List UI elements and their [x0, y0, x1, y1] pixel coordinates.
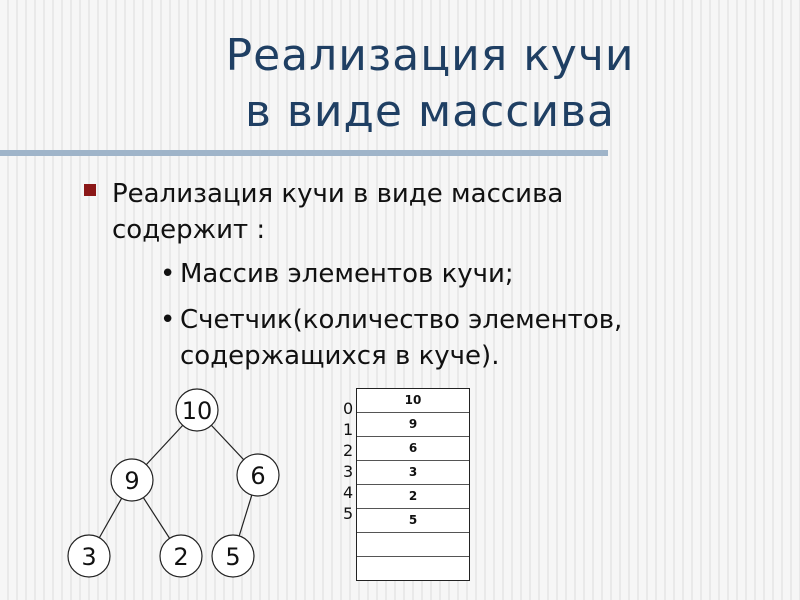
square-bullet-icon	[84, 184, 96, 196]
array-index: 1	[343, 420, 354, 439]
heap-array-table	[356, 388, 470, 581]
array-cell: 5	[357, 509, 469, 533]
tree-node-label: 2	[173, 543, 189, 571]
sub-bullet-1	[160, 256, 720, 292]
array-cell: 2	[357, 485, 469, 509]
array-index: 4	[343, 483, 354, 502]
array-cell: 10	[357, 389, 469, 413]
array-cell: 3	[357, 461, 469, 485]
array-index: 0	[343, 399, 354, 418]
title-divider	[0, 150, 608, 156]
sub-bullet-2	[160, 302, 720, 374]
slide-title	[150, 28, 710, 140]
tree-node-label: 9	[124, 467, 140, 495]
heap-tree-diagram	[0, 380, 330, 600]
array-cell: 9	[357, 413, 469, 437]
title-line-2: в виде массива	[245, 86, 615, 137]
tree-node-label: 5	[225, 543, 241, 571]
sub-bullet-1-text: Массив элементов кучи;	[180, 259, 514, 289]
main-bullet	[84, 176, 684, 248]
array-cell	[357, 533, 469, 557]
tree-node-label: 6	[250, 462, 266, 490]
main-bullet-text: Реализация кучи в виде массива содержит :	[112, 179, 564, 245]
dot-bullet-icon: •	[160, 259, 176, 289]
array-cell: 6	[357, 437, 469, 461]
array-index: 5	[343, 504, 354, 523]
array-index: 2	[343, 441, 354, 460]
tree-node-label: 10	[181, 397, 213, 425]
sub-bullet-2-text: Счетчик(количество элементов, содержащихся в куче).	[180, 305, 623, 371]
array-index: 3	[343, 462, 354, 481]
dot-bullet-icon: •	[160, 305, 176, 335]
array-index-column	[343, 398, 357, 524]
array-cell	[357, 557, 469, 580]
tree-node-label: 3	[81, 543, 97, 571]
title-line-1: Реализация кучи	[225, 30, 635, 81]
